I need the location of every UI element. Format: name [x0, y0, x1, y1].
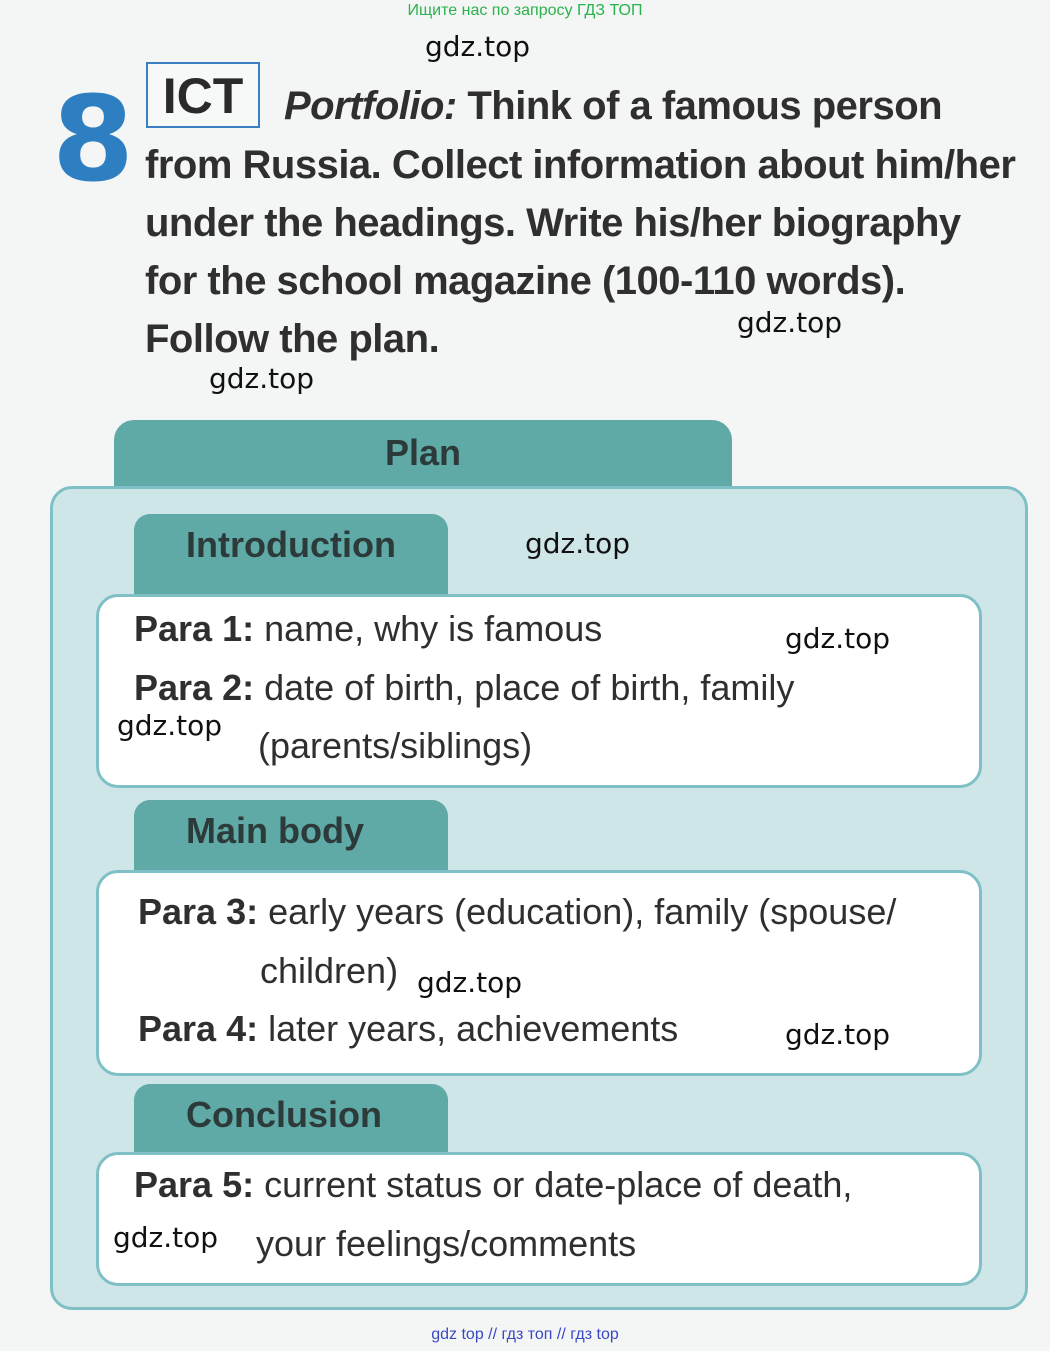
footer-separator: // — [488, 1326, 498, 1343]
watermark: gdz.top — [425, 30, 531, 63]
para-4 — [138, 1008, 678, 1050]
portfolio-label: Portfolio: — [284, 84, 457, 128]
footer-links — [0, 1326, 1050, 1344]
para-2-label: Para 2: — [134, 667, 255, 708]
para-1-label: Para 1: — [134, 608, 255, 649]
watermark: gdz.top — [785, 1018, 891, 1051]
ict-tag: ICT — [146, 62, 260, 128]
section-tab-main-body: Main body — [134, 800, 448, 890]
exercise-number: 8 — [52, 70, 131, 208]
search-banner[interactable]: Ищите нас по запросу ГДЗ ТОП — [407, 2, 643, 19]
para-3-text: early years (education), family (spouse/ — [268, 891, 897, 932]
para-5 — [134, 1164, 852, 1206]
para-2-text: date of birth, place of birth, family — [264, 667, 795, 708]
para-5-text: current status or date-place of death, — [264, 1164, 853, 1205]
para-1-text: name, why is famous — [264, 608, 603, 649]
instruction-text-1: Think of a famous person — [467, 84, 943, 128]
plan-title: Plan — [384, 432, 462, 473]
watermark: gdz.top — [117, 709, 223, 742]
para-5-label: Para 5: — [134, 1164, 255, 1205]
para-1 — [134, 608, 602, 650]
footer-link-3[interactable]: гдз top — [570, 1326, 619, 1343]
para-5-text-cont: your feelings/comments — [256, 1223, 637, 1264]
watermark: gdz.top — [785, 622, 891, 655]
instruction-line-2: from Russia. Collect information about him/her — [145, 143, 1016, 187]
para-4-label: Para 4: — [138, 1008, 259, 1049]
para-2 — [134, 667, 794, 709]
footer-link-2[interactable]: гдз топ — [501, 1326, 553, 1343]
watermark: gdz.top — [525, 527, 631, 560]
para-4-text: later years, achievements — [268, 1008, 679, 1049]
para-2-text-cont: (parents/siblings) — [258, 725, 533, 766]
watermark: gdz.top — [417, 966, 523, 999]
watermark: gdz.top — [113, 1221, 219, 1254]
section-tab-conclusion: Conclusion — [134, 1084, 448, 1174]
watermark: gdz.top — [209, 362, 315, 395]
instruction-line-4: for the school magazine (100-110 words). — [145, 259, 906, 303]
section-tab-introduction: Introduction — [134, 514, 448, 610]
para-3-label: Para 3: — [138, 891, 259, 932]
watermark: gdz.top — [737, 306, 843, 339]
para-3 — [138, 891, 896, 933]
instruction-line-3: under the headings. Write his/her biography — [145, 201, 961, 245]
instruction-line-1 — [284, 84, 942, 129]
footer-link-1[interactable]: gdz top — [431, 1326, 484, 1343]
footer-separator: // — [556, 1326, 566, 1343]
para-3-text-cont: children) — [260, 950, 399, 991]
instruction-line-5: Follow the plan. — [145, 317, 440, 361]
